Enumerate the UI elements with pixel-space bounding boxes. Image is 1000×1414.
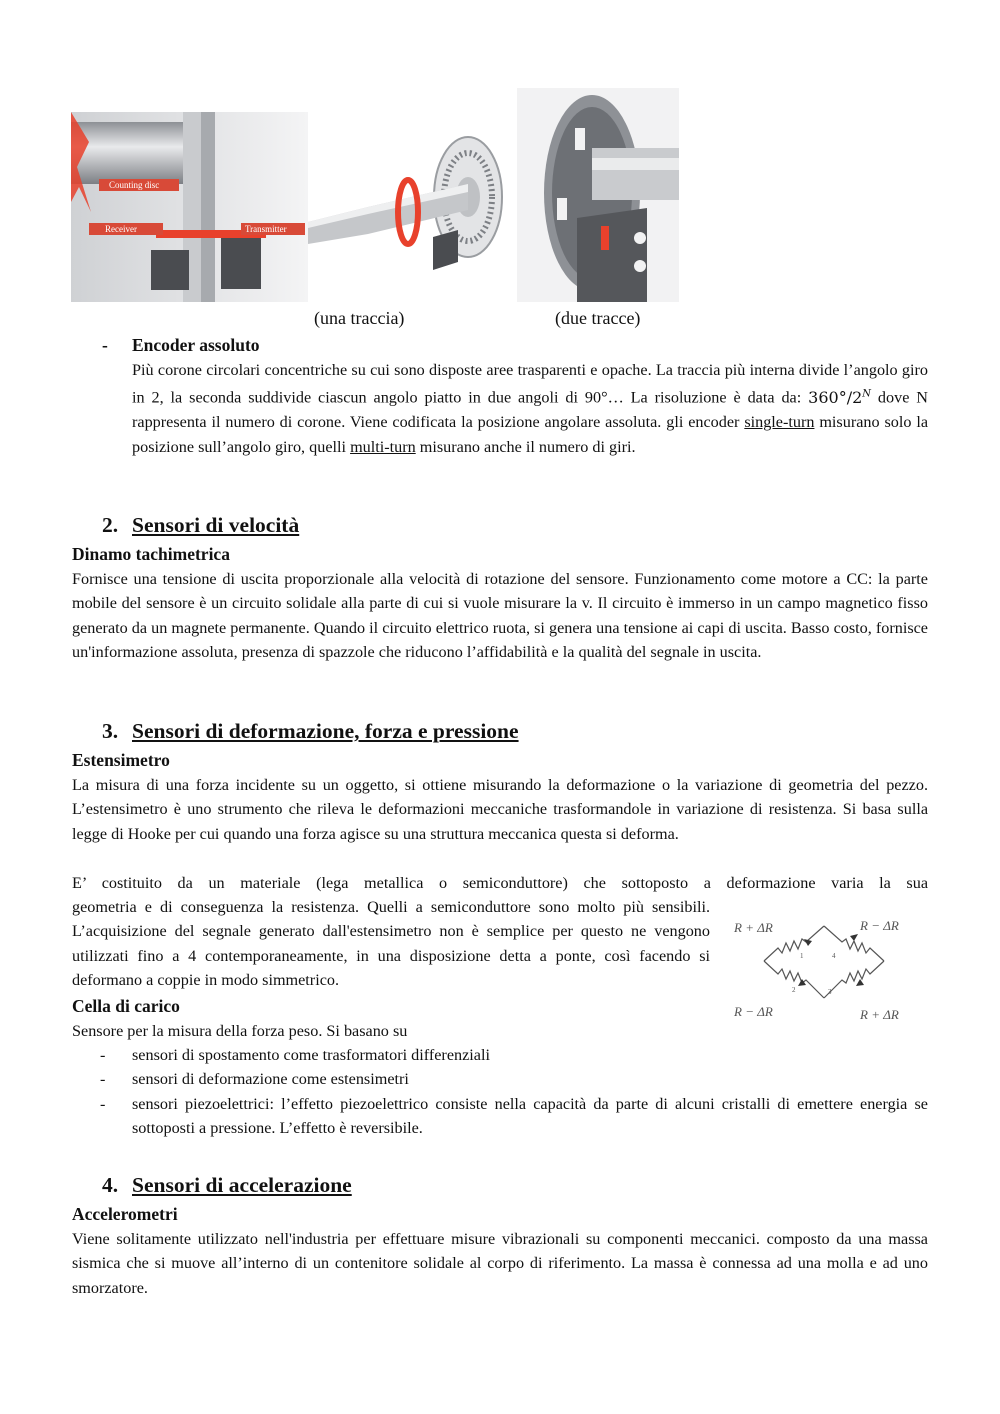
encoder-assoluto-paragraph [132,358,928,459]
bullet-dash: - [100,1070,106,1088]
bridge-resistor-3: 3 [828,988,832,996]
encoder-text-c: misurano solo la posizione sull’angolo giro, quelli [132,413,929,456]
bridge-label-top-left: R + ΔR [734,920,773,935]
bridge-label-bottom-right: R + ΔR [860,1007,899,1022]
section-4-number: 4. [102,1173,119,1197]
wheatstone-bridge-diagram [728,906,928,1034]
encoder-figure-1 [71,112,308,302]
section-2-paragraph: Fornisce una tensione di uscita proporzionale alla velocità di rotazione del sensore. Funzionamento come motore a CC: la parte mobile del sensore è un circuito solidale alla parte di cui si vuole misurare la v. Il circuito è immerso in un campo magnetico fisso generato da un magnete permanente. Quando il circuito elettrico ruota, si genera una tensione ai capi di uscita. Basso costo, fornisce un'informazione assoluta, presenza di spazzole che riducono l’affidabilità e la qualità del segnale in uscita. [72,570,928,662]
bridge-resistor-1: 1 [800,952,804,960]
formula-exponent: N [862,388,872,400]
bridge-resistor-2: 2 [792,986,796,994]
cella-di-carico-title: Cella di carico [72,996,180,1016]
list-item [72,1067,928,1091]
estensimetro-title: Estensimetro [72,750,170,770]
multi-turn-term: multi-turn [350,437,416,456]
encoder-figure-single-track [308,112,517,302]
list-item [72,1043,928,1067]
encoder-text-a: Più corone circolari concentriche su cui sono disposte aree trasparenti e opache. La traccia più interna divide l’angolo giro in 2, la seconda suddivide ciascun angolo piatto in due angoli di 90°… La risoluzione è data da: [132,361,928,407]
transmitter-label: Transmitter [245,224,287,234]
section-2-title: Sensori di velocità [132,513,300,537]
receiver-label: Receiver [105,224,137,234]
bridge-label-bottom-left: R − ΔR [734,1004,773,1019]
counting-disc-label: Counting disc [109,180,160,190]
list-item [72,1092,928,1141]
estensimetro-paragraph-2-rest: geometria e di conseguenza la resistenza. Quelli a semiconduttore sono molto più sensibili. L’acquisizione del segnale generato dall'estensimetro non è semplice per questo ne vengono utilizzati fino a 4 contemporaneamente, in una disposizione detta a ponte, così facendo si deformano a coppie in modo simmetrico. [72,898,710,990]
cella-di-carico-paragraph: Sensore per la misura della forza peso. Si basano su [72,1022,408,1040]
bullet-dash: - [100,1046,106,1064]
section-3-heading [102,717,519,745]
encoder-text-b: dove N rappresenta il numero di corone. Viene codificata la posizione angolare assoluta. gli encoder [132,388,928,432]
formula-base: 360°/2 [808,387,863,407]
encoder-figure-two-tracks [517,88,679,302]
single-turn-term: single-turn [744,413,815,432]
bridge-label-top-right: R − ΔR [860,918,899,933]
bullet-text: sensori piezoelettrici: l’effetto piezoelettrico consiste nella capacità da parte di alcuni cristalli di emettere energia se sottoposti a pressione. L’effetto è reversibile. [132,1095,928,1138]
section-4-heading [102,1171,352,1199]
resolution-formula [808,388,871,407]
section-4-title: Sensori di accelerazione [132,1173,352,1197]
caption-una-traccia: (una traccia) [314,308,405,328]
bullet-text: sensori di spostamento come trasformatori differenziali [132,1046,490,1064]
encoder-assoluto-title: Encoder assoluto [132,335,260,355]
section-2-heading [102,511,299,539]
section-2-number: 2. [102,513,119,537]
section-4-paragraph: Viene solitamente utilizzato nell'industria per effettuare misure vibrazionali su componenti meccanici. composto da una massa sismica che si muove all’interno di un contenitore solidale al corpo di riferimento. La massa è connessa ad una molla e ad uno smorzatore. [72,1230,928,1297]
bullet-dash: - [100,1095,106,1113]
section-3-title: Sensori di deformazione, forza e pressione [132,719,519,743]
dinamo-tachimetrica-title: Dinamo tachimetrica [72,544,230,564]
section-3-number: 3. [102,719,119,743]
estensimetro-paragraph-1: La misura di una forza incidente su un oggetto, si ottiene misurando la deformazione o la variazione di geometria del pezzo. L’estensimetro è uno strumento che rileva le deformazioni meccaniche trasformandole in variazione di resistenza. Si basa sulla legge di Hooke per cui quando una forza agisce su una struttura meccanica questa si deforma. [72,776,928,843]
caption-due-tracce: (due tracce) [555,308,641,328]
encoder-assoluto-bullet: - [102,335,108,355]
bullet-text: sensori di deformazione come estensimetri [132,1070,409,1088]
bridge-resistor-4: 4 [832,952,836,960]
accelerometri-title: Accelerometri [72,1204,178,1224]
estensimetro-paragraph-2-line-1: E’ costituito da un materiale (lega metallica o semiconduttore) che sottoposto a deformazione varia la sua [72,874,928,892]
encoder-text-d: misurano anche il numero di giri. [415,437,636,456]
